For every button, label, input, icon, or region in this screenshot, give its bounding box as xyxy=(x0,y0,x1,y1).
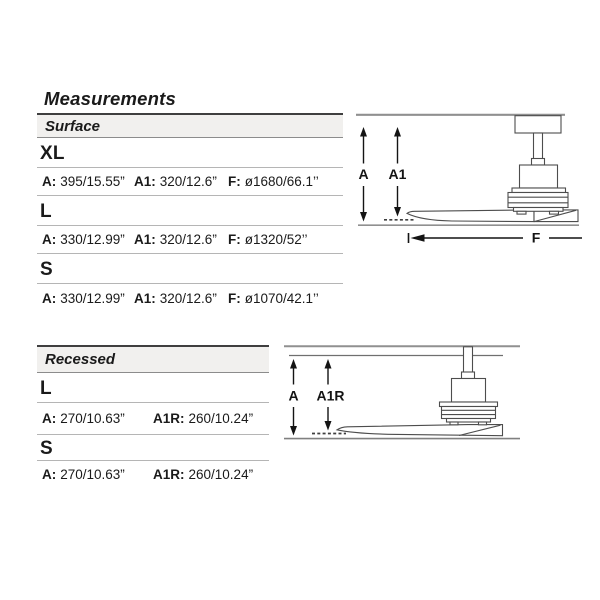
cap-foot-right xyxy=(550,211,559,214)
ceiling-fan-drawing xyxy=(407,116,578,222)
measurement-row-s xyxy=(37,461,269,487)
dimension-a1r: A1R: 260/10.24” xyxy=(153,466,254,482)
bottom-cap xyxy=(514,208,564,212)
downrod-collar xyxy=(532,159,545,166)
dimension-a1: A1: 320/12.6” xyxy=(134,174,217,189)
cap-foot-left xyxy=(450,422,458,425)
label-a: A xyxy=(288,387,299,404)
dimension-a1: A1: 320/12.6” xyxy=(134,290,217,306)
dimension-f: F: ø1680/66.1’’ xyxy=(228,174,319,189)
measurement-row-l xyxy=(37,403,269,435)
dimension-a: A: 330/12.99” xyxy=(42,290,125,306)
surface-table-header: Surface xyxy=(37,115,343,138)
recessed-table-header: Recessed xyxy=(37,347,269,373)
label-a1r: A1R xyxy=(316,387,345,404)
dimension-a: A: 270/10.63” xyxy=(42,411,125,426)
label-f: F xyxy=(531,229,541,246)
dimension-a1r: A1R: 260/10.24” xyxy=(153,411,254,426)
motor-plate xyxy=(440,402,498,407)
canopy xyxy=(515,116,561,133)
motor-housing xyxy=(442,407,496,419)
size-label-xl: XL xyxy=(37,138,343,168)
label-a1: A1 xyxy=(388,166,407,182)
surface-mount-fan-diagram xyxy=(340,100,600,250)
recessed-measurements-table xyxy=(37,345,269,487)
dimension-a: A: 395/15.55” xyxy=(42,174,125,189)
dimension-f: F: ø1070/42.1’’ xyxy=(228,290,319,306)
motor-housing xyxy=(508,193,568,208)
page-title: Measurements xyxy=(44,88,176,109)
dimension-a: A: 270/10.63” xyxy=(42,466,125,482)
downrod-collar xyxy=(462,372,475,379)
fan-blade xyxy=(337,425,503,436)
dimension-arrow-f xyxy=(409,233,583,243)
surface-measurements-table xyxy=(37,113,343,312)
size-label-s: S xyxy=(37,435,269,461)
measurement-row-s xyxy=(37,284,343,312)
downrod xyxy=(534,133,543,159)
size-label-l: L xyxy=(37,196,343,226)
size-label-l: L xyxy=(37,373,269,403)
dimension-a: A: 330/12.99” xyxy=(42,232,125,247)
dimension-f: F: ø1320/52’’ xyxy=(228,232,308,247)
motor-housing-top xyxy=(520,165,558,188)
cap-foot-left xyxy=(517,211,526,214)
dimension-a1: A1: 320/12.6” xyxy=(134,232,217,247)
motor-plate xyxy=(512,188,566,193)
cap-foot-right xyxy=(479,422,487,425)
measurement-row-l xyxy=(37,226,343,254)
measurement-row-xl xyxy=(37,168,343,196)
downrod xyxy=(464,347,473,373)
recessed-mount-fan-diagram xyxy=(275,338,525,448)
size-label-s: S xyxy=(37,254,343,284)
motor-housing-top xyxy=(452,379,486,403)
ceiling-fan-drawing xyxy=(337,347,503,436)
label-a: A xyxy=(358,166,369,182)
